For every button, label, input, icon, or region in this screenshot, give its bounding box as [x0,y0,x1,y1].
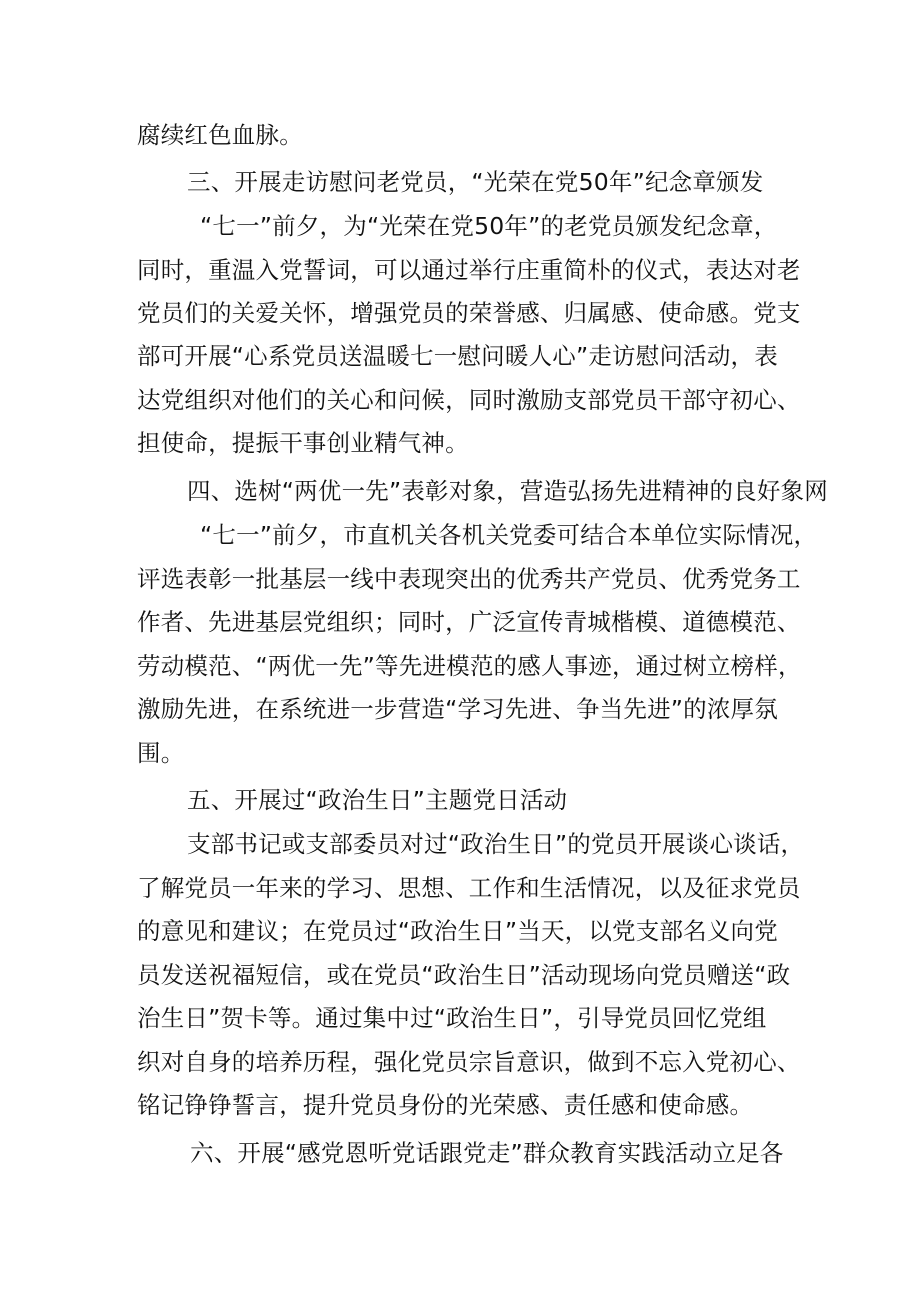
body-line: 担使命，提振干事创业精气神。 [137,429,469,457]
body-line: “七一”前夕，为“光荣在党50年”的老党员颁发纪念章， [200,212,778,240]
body-line: 围。 [137,739,185,767]
body-line: 党员们的关爱关怀，增强党员的荣誉感、归属感、使命感。党支 [137,299,801,327]
section-heading: 三、开展走访慰问老党员，“光荣在党50年”纪念章颁发 [187,168,764,196]
body-line: 达党组织对他们的关心和问候，同时激励支部党员干部守初心、 [137,386,801,414]
body-line: 织对自身的培养历程，强化党员宗旨意识，做到不忘入党初心、 [137,1048,801,1076]
body-line: 支部书记或支部委员对过“政治生日”的党员开展谈心谈话， [187,830,805,858]
body-line: 腐续红色血脉。 [137,121,303,149]
body-line: 铭记铮铮誓言，提升党员身份的光荣感、责任感和使命感。 [137,1091,754,1119]
body-line: 同时，重温入党誓词，可以通过举行庄重简朴的仪式，表达对老 [137,256,801,284]
body-line: 评选表彰一批基层一线中表现突出的优秀共产党员、优秀党务工 [137,565,801,593]
body-line: 部可开展“心系党员送温暖七一慰问暖人心”走访慰问活动，表 [137,342,778,370]
body-line: 员发送祝福短信，或在党员“政治生日”活动现场向党员赠送“政 [137,961,791,989]
body-line: “七一”前夕，市直机关各机关党委可结合本单位实际情况， [200,521,818,549]
body-line: 治生日”贺卡等。通过集中过“政治生日”，引导党员回忆党组 [137,1004,767,1032]
body-line: 劳动模范、“两优一先”等先进模范的感人事迹，通过树立榜样， [137,652,802,680]
section-heading: 四、选树“两优一先”表彰对象，营造弘扬先进精神的良好象网 [187,477,828,505]
section-heading: 五、开展过“政治生日”主题党日活动 [187,786,568,814]
body-line: 激励先进，在系统进一步营造“学习先进、争当先进”的浓厚氛 [137,695,778,723]
body-line: 作者、先进基层党组织；同时，广泛宣传青城楷模、道德模范、 [137,608,801,636]
body-line: 的意见和建议；在党员过“政治生日”当天，以党支部名义向党 [137,917,778,945]
body-line: 了解党员一年来的学习、思想、工作和生活情况，以及征求党员 [137,874,801,902]
section-heading: 六、开展“感党恩听党话跟党走”群众教育实践活动立足各 [190,1139,784,1167]
